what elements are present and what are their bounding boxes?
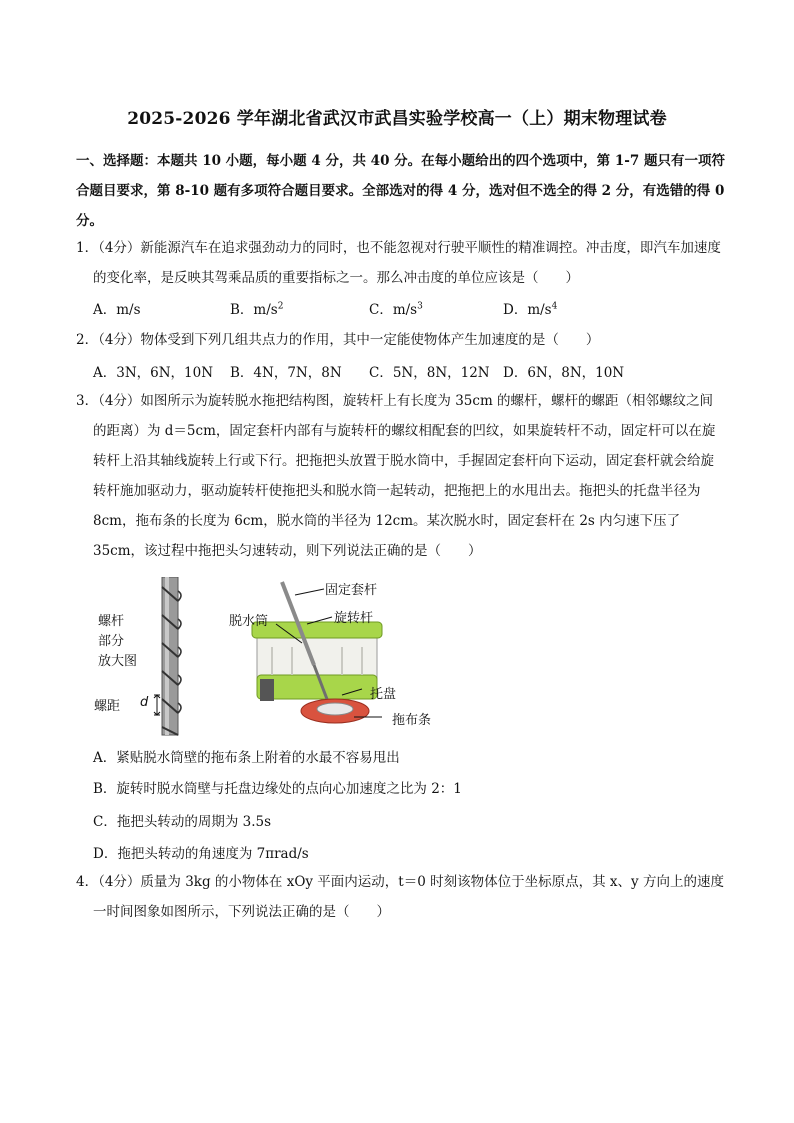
- mop-structure-figure: [92, 577, 442, 737]
- option-d-text: D．m/s: [503, 302, 552, 318]
- question-1: [76, 233, 726, 293]
- option-c-text: C．m/s: [369, 302, 418, 318]
- question-3-option-c[interactable]: C．拖把头转动的周期为 3.5s: [93, 814, 272, 830]
- pitch-d-label: d: [140, 695, 149, 710]
- question-3-text: 3．（4分）如图所示为旋转脱水拖把结构图，旋转杆上有长度为 35cm 的螺杆，螺杆的螺距（相邻螺纹之间的距离）为 d＝5cm，固定套杆内部有与旋转杆的螺纹相配套的凹纹，如果旋转杆不动，固定杆可以在旋转杆上沿其轴线旋转上行或下行。把拖把头放置于脱水筒中，手握固定套杆向下运动，固定套杆就会给旋转杆施加驱动力，驱动旋转杆使拖把头和脱水筒一起转动，把拖把上的水甩出去。拖把头的托盘半径为 8cm，拖布条的长度为 6cm，脱水筒的半径为 12cm。某次脱水时，固定套杆在 2s 内匀速下压了 35cm，该过程中拖把头匀速转动，则下列说法正确的是（ ）: [76, 393, 716, 559]
- screw-label-line-3: 放大图: [98, 654, 138, 669]
- tray-label: 托盘: [370, 687, 397, 702]
- option-b[interactable]: [230, 298, 283, 318]
- option-a[interactable]: A．3N，6N，10N: [93, 365, 214, 381]
- fixed-rod-label: 固定套杆: [325, 583, 378, 598]
- spin-rod-label: 旋转杆: [334, 611, 374, 626]
- mop-head: [301, 699, 369, 723]
- option-d[interactable]: [503, 298, 557, 318]
- pitch-label: 螺距: [94, 699, 121, 714]
- option-a-text: A．m/s: [93, 302, 141, 318]
- question-3-option-a[interactable]: A．紧贴脱水筒壁的拖布条上附着的水最不容易甩出: [93, 750, 400, 766]
- question-2: [76, 325, 726, 355]
- option-c-exponent: 3: [417, 301, 423, 312]
- strips-label: 拖布条: [392, 713, 432, 728]
- question-2-text: 2．（4分）物体受到下列几组共点力的作用，其中一定能使物体产生加速度的是（ ）: [76, 332, 600, 348]
- question-2-options: [93, 361, 713, 385]
- spin-bucket: [252, 622, 382, 701]
- screw-label-line-1: 螺杆: [98, 614, 125, 629]
- question-3-option-b[interactable]: B．旋转时脱水筒壁与托盘边缘处的点向心加速度之比为 2：1: [93, 781, 462, 797]
- option-d[interactable]: D．6N，8N，10N: [503, 365, 625, 381]
- spin-tub-label: 脱水筒: [229, 614, 269, 629]
- question-4: [76, 867, 726, 927]
- screw-label-line-2: 部分: [98, 634, 125, 649]
- question-1-text: 1．（4分）新能源汽车在追求强劲动力的同时，也不能忽视对行驶平顺性的精准调控。冲击度，即汽车加速度的变化率，是反映其驾乘品质的重要指标之一。那么冲击度的单位应该是（ ）: [76, 240, 721, 286]
- question-3: [76, 386, 726, 566]
- question-3-option-d[interactable]: D．拖把头转动的角速度为 7πrad/s: [93, 846, 309, 862]
- screw-rod-enlarged: [154, 577, 181, 735]
- option-c[interactable]: C．5N，8N，12N: [369, 365, 490, 381]
- option-b[interactable]: B．4N，7N，8N: [230, 365, 342, 381]
- option-b-text: B．m/s: [230, 302, 278, 318]
- question-4-text: 4．（4分）质量为 3kg 的小物体在 xOy 平面内运动，t＝0 时刻该物体位于坐标原点，其 x、y 方向上的速度一时间图象如图所示，下列说法正确的是（ ）: [76, 874, 724, 920]
- option-a[interactable]: [93, 298, 141, 318]
- exam-title: 2025-2026 学年湖北省武汉市武昌实验学校高一（上）期末物理试卷: [127, 109, 667, 129]
- option-d-exponent: 4: [551, 301, 558, 312]
- mop-illustration: [92, 577, 442, 737]
- section-instructions: 一、选择题：本题共 10 小题，每小题 4 分，共 40 分。在每小题给出的四个选项中，第 1-7 题只有一项符合题目要求，第 8-10 题有多项符合题目要求。全部选对的得 4 分，选对但不选全的得 2 分，有选错的得 0 分。: [76, 153, 725, 229]
- option-c[interactable]: [369, 298, 423, 318]
- option-b-exponent: 2: [277, 301, 284, 312]
- question-1-options: [93, 298, 713, 322]
